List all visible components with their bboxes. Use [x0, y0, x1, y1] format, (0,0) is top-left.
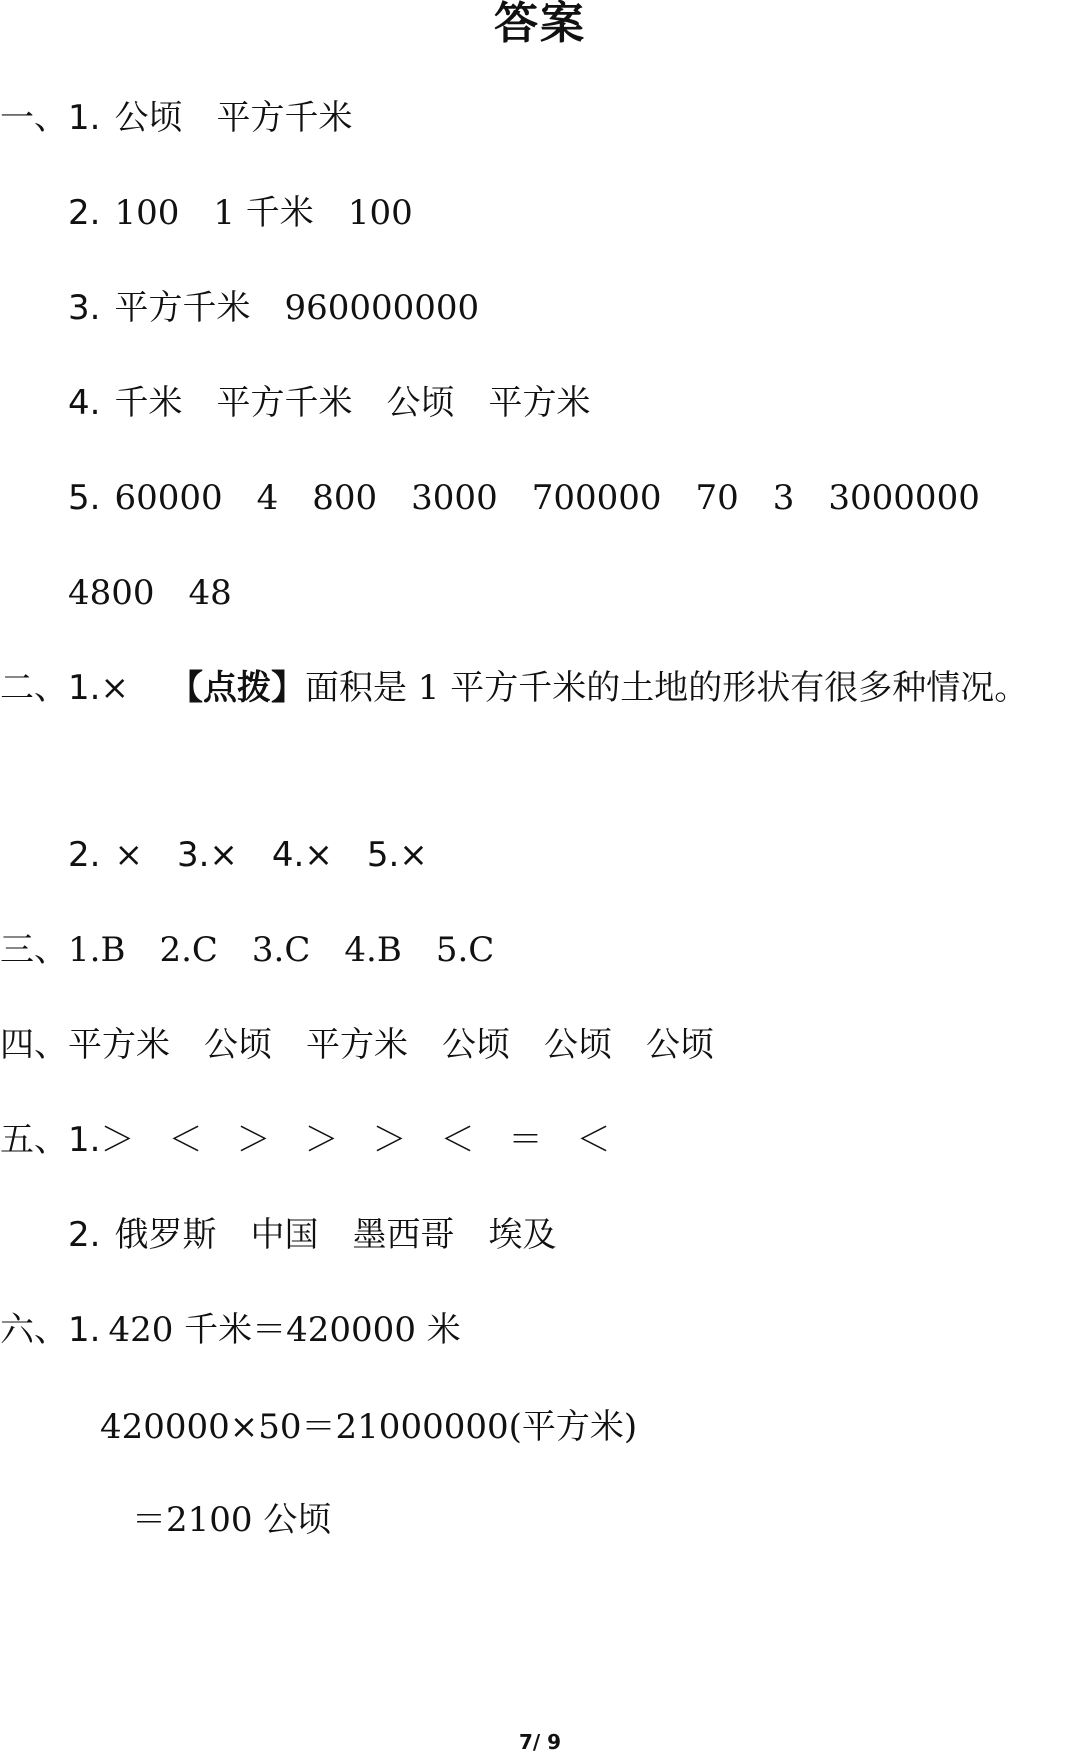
- answer: 中国: [250, 1215, 319, 1255]
- answer: ×: [114, 835, 143, 875]
- calc-line: 420 千米＝420000 米: [108, 1310, 461, 1350]
- s6-prefix: 六、1.: [0, 1310, 101, 1350]
- answer: 千米: [114, 383, 183, 423]
- answer: 平方千米: [216, 98, 353, 138]
- question-number: 2.: [68, 193, 101, 233]
- answer: 俄罗斯: [114, 1215, 217, 1255]
- s1-q1-line: [0, 98, 352, 138]
- answer: 平方米: [68, 1025, 170, 1065]
- answer: 48: [188, 573, 232, 613]
- answer: 公顷: [386, 383, 455, 423]
- answer: 70: [695, 478, 739, 518]
- answer: 3000000: [828, 478, 980, 518]
- page-title: 答案: [494, 0, 586, 49]
- answer: ＞: [304, 1120, 339, 1160]
- s4-line: [0, 1025, 714, 1065]
- s5-prefix: 五、1.: [0, 1120, 101, 1160]
- answer: 墨西哥: [352, 1215, 455, 1255]
- answer: 5.×: [366, 835, 428, 875]
- s5-q1-line: [0, 1120, 610, 1160]
- answer: 960000000: [284, 288, 480, 328]
- answer: 100: [114, 193, 180, 233]
- answer: ＞: [372, 1120, 407, 1160]
- s1-q3-line: [68, 288, 479, 328]
- answer: ＝: [508, 1120, 543, 1160]
- answer: 平方千米: [114, 288, 251, 328]
- answer: 3: [772, 478, 795, 518]
- s6-line1: [0, 1310, 461, 1350]
- answer: ＜: [576, 1120, 611, 1160]
- answer: 4.B: [344, 930, 402, 970]
- s3-prefix: 三、: [0, 930, 68, 970]
- s2-rest-line: [68, 835, 428, 875]
- answer: ＞: [100, 1120, 135, 1160]
- question-number: 4.: [68, 383, 101, 423]
- answer: 4.×: [271, 835, 333, 875]
- s4-prefix: 四、: [0, 1025, 68, 1065]
- question-number: 3.: [68, 288, 101, 328]
- s2-q1-line: [0, 668, 1028, 708]
- answer: ＜: [440, 1120, 475, 1160]
- question-number: 2.: [68, 1215, 101, 1255]
- answer: 埃及: [488, 1215, 557, 1255]
- s3-line: [0, 930, 494, 970]
- answer: ＞: [236, 1120, 271, 1160]
- answer: 3000: [411, 478, 498, 518]
- answer: ＜: [168, 1120, 203, 1160]
- s6-line3: [132, 1500, 331, 1540]
- calc-line: 420000×50＝21000000(平方米): [100, 1407, 638, 1447]
- answer: 平方米: [306, 1025, 408, 1065]
- calc-line: ＝2100 公顷: [132, 1500, 332, 1540]
- answer: 公顷: [114, 98, 183, 138]
- answer: 平方千米: [216, 383, 353, 423]
- answer: 平方米: [488, 383, 591, 423]
- answer: 公顷: [204, 1025, 272, 1065]
- answer: 60000: [114, 478, 223, 518]
- wrong-mark: ×: [100, 668, 129, 708]
- answer: 公顷: [442, 1025, 510, 1065]
- s1-q5-cont-line: [68, 573, 232, 613]
- answer: 1.B: [68, 930, 126, 970]
- s1-q5-line: [68, 478, 980, 518]
- s5-q2-line: [68, 1215, 556, 1255]
- answer: 800: [312, 478, 378, 518]
- answer: 4800: [68, 573, 155, 613]
- answer: 700000: [531, 478, 662, 518]
- s2-prefix: 二、1.: [0, 668, 101, 708]
- answer: 2.C: [159, 930, 218, 970]
- answer: 公顷: [544, 1025, 612, 1065]
- s1-prefix: 一、1.: [0, 98, 101, 138]
- s6-line2: [100, 1407, 637, 1447]
- answer: 3.C: [251, 930, 311, 970]
- hint-text: 面积是 1 平方千米的土地的形状有很多种情况。: [304, 668, 1029, 708]
- hint-label: 【点拨】: [168, 668, 305, 708]
- page-number: 7/ 9: [518, 1730, 562, 1754]
- answer: 公顷: [646, 1025, 714, 1065]
- answer: 1 千米: [213, 193, 314, 233]
- answer: 5.C: [435, 930, 495, 970]
- question-number: 5.: [68, 478, 101, 518]
- question-number: 2.: [68, 835, 101, 875]
- answer: 3.×: [176, 835, 238, 875]
- answer: 100: [347, 193, 413, 233]
- answer: 4: [256, 478, 279, 518]
- s1-q2-line: [68, 193, 413, 233]
- s1-q4-line: [68, 383, 590, 423]
